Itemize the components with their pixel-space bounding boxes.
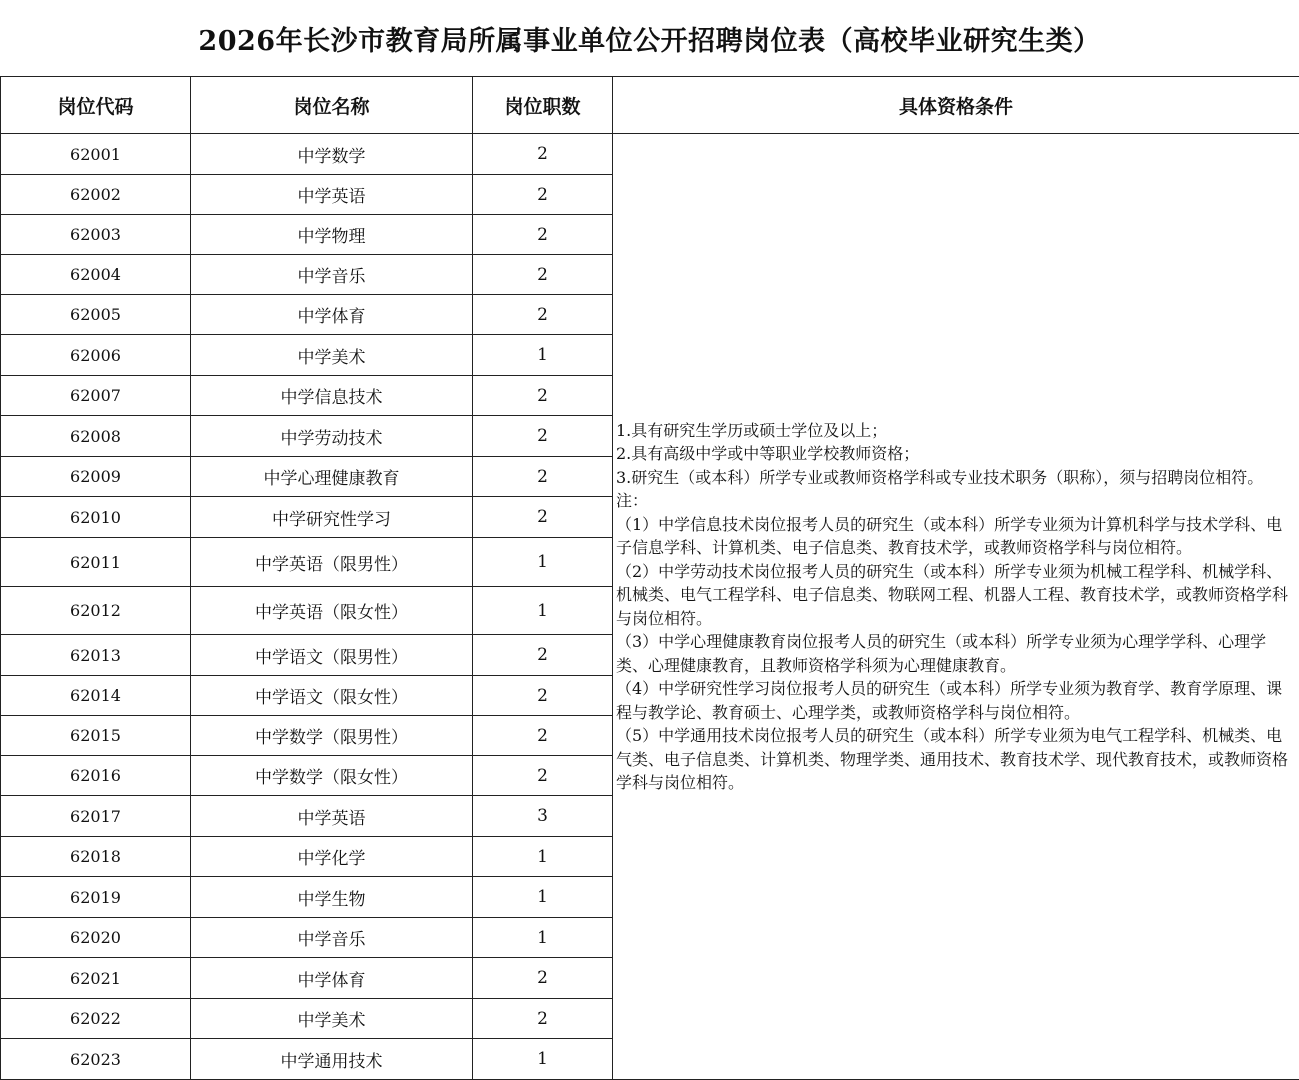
- cell-code: 62010: [1, 497, 191, 538]
- conditions-cell: [613, 134, 1299, 1080]
- condition-line: 2.具有高级中学或中等职业学校教师资格；: [616, 444, 920, 463]
- cell-code: 62021: [1, 958, 191, 999]
- cell-name: 中学信息技术: [191, 376, 473, 416]
- cell-name: 中学体育: [191, 295, 473, 335]
- cell-code: 62006: [1, 335, 191, 376]
- cell-name: 中学英语: [191, 796, 473, 837]
- condition-line: （5）中学通用技术岗位报考人员的研究生（或本科）所学专业须为电气工程学科、机械类、电气类、电子信息类、计算机类、物理学类、通用技术、教育技术学、现代教育技术，或教师资格学科与岗位相符。: [616, 726, 1289, 792]
- cell-code: 62014: [1, 676, 191, 716]
- header-code: 岗位代码: [1, 77, 191, 134]
- cell-count: 2: [473, 376, 613, 416]
- cell-count: 2: [473, 295, 613, 335]
- cell-count: 1: [473, 538, 613, 587]
- cell-count: 2: [473, 958, 613, 999]
- cell-count: 2: [473, 716, 613, 756]
- cell-name: 中学数学（限男性）: [191, 716, 473, 756]
- cell-code: 62017: [1, 796, 191, 837]
- cell-code: 62020: [1, 918, 191, 958]
- cell-name: 中学数学: [191, 134, 473, 175]
- cell-name: 中学通用技术: [191, 1039, 473, 1080]
- cell-code: 62012: [1, 587, 191, 635]
- cell-code: 62022: [1, 999, 191, 1039]
- condition-line: （2）中学劳动技术岗位报考人员的研究生（或本科）所学专业须为机械工程学科、机械学科、机械类、电气工程学科、电子信息类、物联网工程、机器人工程、教育技术学，或教师资格学科与岗位相符。: [616, 561, 1289, 628]
- cell-code: 62007: [1, 376, 191, 416]
- cell-name: 中学体育: [191, 958, 473, 999]
- cell-count: 2: [473, 134, 613, 175]
- header-count: 岗位职数: [473, 77, 613, 134]
- cell-name: 中学英语: [191, 175, 473, 215]
- table-row: [1, 134, 1299, 175]
- cell-code: 62018: [1, 837, 191, 877]
- cell-count: 1: [473, 1039, 613, 1080]
- cell-code: 62011: [1, 538, 191, 587]
- recruitment-table: [0, 76, 1299, 1080]
- condition-line: 1.具有研究生学历或硕士学位及以上；: [616, 420, 888, 440]
- cell-name: 中学心理健康教育: [191, 457, 473, 497]
- condition-line: 3.研究生（或本科）所学专业或教师资格学科或专业技术职务（职称），须与招聘岗位相符。: [616, 467, 1264, 487]
- cell-name: 中学研究性学习: [191, 497, 473, 538]
- cell-count: 2: [473, 497, 613, 538]
- header-row: [1, 77, 1299, 134]
- cell-name: 中学数学（限女性）: [191, 756, 473, 796]
- header-name: 岗位名称: [191, 77, 473, 134]
- cell-code: 62009: [1, 457, 191, 497]
- cell-code: 62013: [1, 635, 191, 676]
- cell-name: 中学英语（限男性）: [191, 538, 473, 587]
- condition-line: （1）中学信息技术岗位报考人员的研究生（或本科）所学专业须为计算机科学与技术学科、电子信息学科、计算机类、电子信息类、教育技术学，或教师资格学科与岗位相符。: [616, 514, 1283, 557]
- cell-code: 62023: [1, 1039, 191, 1080]
- cell-count: 2: [473, 756, 613, 796]
- cell-count: 2: [473, 635, 613, 676]
- condition-line: （3）中学心理健康教育岗位报考人员的研究生（或本科）所学专业须为心理学学科、心理学类、心理健康教育，且教师资格学科须为心理健康教育。: [616, 632, 1267, 675]
- cell-code: 62001: [1, 134, 191, 175]
- cell-code: 62016: [1, 756, 191, 796]
- cell-name: 中学美术: [191, 999, 473, 1039]
- cell-count: 1: [473, 837, 613, 877]
- cell-count: 1: [473, 877, 613, 918]
- cell-code: 62015: [1, 716, 191, 756]
- cell-count: 2: [473, 416, 613, 457]
- cell-name: 中学音乐: [191, 255, 473, 295]
- cell-code: 62005: [1, 295, 191, 335]
- condition-line: 注：: [616, 491, 649, 510]
- cell-name: 中学语文（限男性）: [191, 635, 473, 676]
- cell-count: 2: [473, 999, 613, 1039]
- page-title: 2026年长沙市教育局所属事业单位公开招聘岗位表（高校毕业研究生类）: [198, 25, 1101, 57]
- condition-line: （4）中学研究性学习岗位报考人员的研究生（或本科）所学专业须为教育学、教育学原理、课程与教学论、教育硕士、心理学类，或教师资格学科与岗位相符。: [616, 679, 1283, 722]
- header-conditions: 具体资格条件: [613, 77, 1299, 134]
- cell-code: 62003: [1, 215, 191, 255]
- cell-name: 中学化学: [191, 837, 473, 877]
- cell-count: 2: [473, 175, 613, 215]
- cell-code: 62019: [1, 877, 191, 918]
- cell-count: 1: [473, 335, 613, 376]
- cell-count: 2: [473, 457, 613, 497]
- cell-count: 1: [473, 587, 613, 635]
- cell-name: 中学生物: [191, 877, 473, 918]
- cell-name: 中学英语（限女性）: [191, 587, 473, 635]
- cell-code: 62002: [1, 175, 191, 215]
- cell-count: 2: [473, 255, 613, 295]
- cell-code: 62008: [1, 416, 191, 457]
- cell-count: 2: [473, 676, 613, 716]
- cell-name: 中学音乐: [191, 918, 473, 958]
- cell-name: 中学劳动技术: [191, 416, 473, 457]
- cell-count: 1: [473, 918, 613, 958]
- cell-name: 中学美术: [191, 335, 473, 376]
- cell-code: 62004: [1, 255, 191, 295]
- cell-count: 3: [473, 796, 613, 837]
- cell-count: 2: [473, 215, 613, 255]
- cell-name: 中学语文（限女性）: [191, 676, 473, 716]
- cell-name: 中学物理: [191, 215, 473, 255]
